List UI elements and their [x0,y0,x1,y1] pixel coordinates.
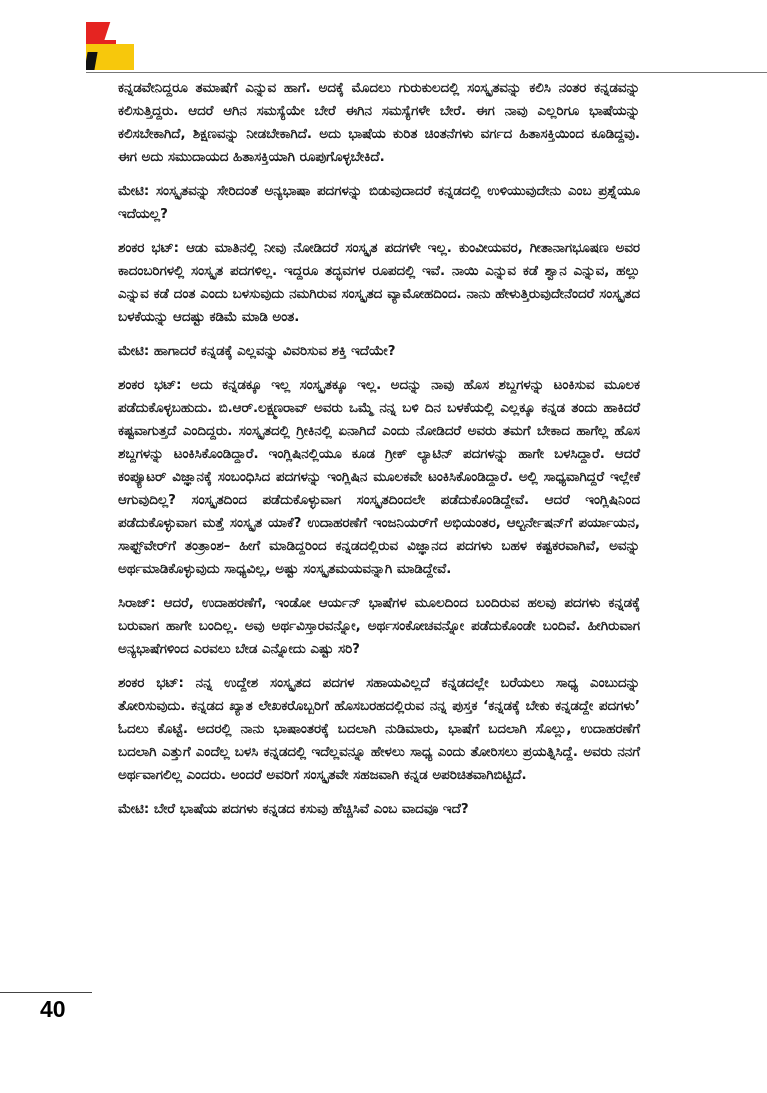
paragraph-7: ಶಂಕರ ಭಟ್: ನನ್ನ ಉದ್ದೇಶ ಸಂಸ್ಕೃತದ ಪದಗಳ ಸಹಾಯವಿಲ್ಲದೆ ಕನ್ನಡದಲ್ಲೇ ಬರೆಯಲು ಸಾಧ್ಯ ಎಂಬುದನ್ನು ತೋರಿಸುವುದು. ಕನ್ನಡದ ಖ್ಯಾತ ಲೇಖಕರೊಬ್ಬರಿಗೆ ಹೊಸಬರಹದಲ್ಲಿರುವ ನನ್ನ ಪುಸ್ತಕ ‘ಕನ್ನಡಕ್ಕೆ ಬೇಕು ಕನ್ನಡದ್ದೇ ಪದಗಳು’ ಓದಲು ಕೊಟ್ಟೆ. ಅದರಲ್ಲಿ ನಾನು ಭಾಷಾಂತರಕ್ಕೆ ಬದಲಾಗಿ ನುಡಿಮಾರು, ಭಾಷೆಗೆ ಬದಲಾಗಿ ಸೊಲ್ಲು, ಉದಾಹರಣೆಗೆ ಬದಲಾಗಿ ಎತ್ತುಗೆ ಎಂದೆಲ್ಲ ಬಳಸಿ ಕನ್ನಡದಲ್ಲಿ ಇದೆಲ್ಲವನ್ನೂ ಹೇಳಲು ಸಾಧ್ಯ ಎಂದು ತೋರಿಸಲು ಪ್ರಯತ್ನಿಸಿದ್ದೆ. ಅವರು ನನಗೆ ಅರ್ಥವಾಗಲಿಲ್ಲ ಎಂದರು. ಅಂದರೆ ಅವರಿಗೆ ಸಂಸ್ಕೃತವೇ ಸಹಜವಾಗಿ ಕನ್ನಡ ಅಪರಿಚಿತವಾಗಿಬಿಟ್ಟಿದೆ. [118,676,640,783]
speaker-label: ಮೇಟಿ: [118,184,150,199]
paragraph-3: ಶಂಕರ ಭಟ್: ಆಡು ಮಾತಿನಲ್ಲಿ ನೀವು ನೋಡಿದರೆ ಸಂಸ್ಕೃತ ಪದಗಳೇ ಇಲ್ಲ. ಕುಂವೀಯವರ, ಗೀತಾನಾಗಭೂಷಣ ಅವರ ಕಾದಂಬರಿಗಳಲ್ಲಿ ಸಂಸ್ಕೃತ ಪದಗಳಿಲ್ಲ. ಇದ್ದರೂ ತದ್ಭವಗಳ ರೂಪದಲ್ಲಿ ಇವೆ. ನಾಯಿ ಎನ್ನುವ ಕಡೆ ಶ್ವಾನ ಎನ್ನುವ, ಹಲ್ಲು ಎನ್ನುವ ಕಡೆ ದಂತ ಎಂದು ಬಳಸುವುದು ನಮಗಿರುವ ಸಂಸ್ಕೃತದ ವ್ಯಾಮೋಹದಿಂದ. ನಾನು ಹೇಳುತ್ತಿರುವುದೇನೆಂದರೆ ಸಂಸ್ಕೃತದ ಬಳಕೆಯನ್ನು ಆದಷ್ಟು ಕಡಿಮೆ ಮಾಡಿ ಅಂತ. [118,241,640,325]
paragraph-6: ಸಿರಾಜ್: ಆದರೆ, ಉದಾಹರಣೆಗೆ, ಇಂಡೋ ಆರ್ಯನ್ ಭಾಷೆಗಳ ಮೂಲದಿಂದ ಬಂದಿರುವ ಹಲವು ಪದಗಳು ಕನ್ನಡಕ್ಕೆ ಬರುವಾಗ ಹಾಗೇ ಬಂದಿಲ್ಲ. ಅವು ಅರ್ಥವಿಸ್ತಾರವನ್ನೋ, ಅರ್ಥಸಂಕೋಚವನ್ನೋ ಪಡೆದುಕೊಂಡೇ ಬಂದಿವೆ. ಹೀಗಿರುವಾಗ ಅನ್ಯಭಾಷೆಗಳಿಂದ ಎರವಲು ಬೇಡ ಎನ್ನೋದು ಎಷ್ಟು ಸರಿ? [118,596,640,657]
paragraph-1: ಕನ್ನಡವೇನಿದ್ದರೂ ತಮಾಷೆಗೆ ಎನ್ನುವ ಹಾಗೆ. ಅದಕ್ಕೆ ಮೊದಲು ಗುರುಕುಲದಲ್ಲಿ ಸಂಸ್ಕೃತವನ್ನು ಕಲಿಸಿ ನಂತರ ಕನ್ನಡವನ್ನು ಕಲಿಸುತ್ತಿದ್ದರು. ಆದರೆ ಆಗಿನ ಸಮಸ್ಯೆಯೇ ಬೇರೆ ಈಗಿನ ಸಮಸ್ಯೆಗಳೇ ಬೇರೆ. ಈಗ ನಾವು ಎಲ್ಲರಿಗೂ ಭಾಷೆಯನ್ನು ಕಲಿಸಬೇಕಾಗಿದೆ, ಶಿಕ್ಷಣವನ್ನು ನೀಡಬೇಕಾಗಿದೆ. ಅದು ಭಾಷೆಯ ಕುರಿತ ಚಿಂತನೆಗಳು ವರ್ಗದ ಹಿತಾಸಕ್ತಿಯಿಂದ ಕೂಡಿದ್ದವು. ಈಗ ಅದು ಸಮುದಾಯದ ಹಿತಾಸಕ್ತಿಯಾಗಿ ರೂಪುಗೊಳ್ಳಬೇಕಿದೆ. [118,81,640,165]
article-body [118,77,640,832]
paragraph-5: ಶಂಕರ ಭಟ್: ಅದು ಕನ್ನಡಕ್ಕೂ ಇಲ್ಲ ಸಂಸ್ಕೃತಕ್ಕೂ ಇಲ್ಲ. ಅದನ್ನು ನಾವು ಹೊಸ ಶಬ್ದಗಳನ್ನು ಟಂಕಿಸುವ ಮೂಲಕ ಪಡೆದುಕೊಳ್ಳಬಹುದು. ಬಿ.ಆರ್.ಲಕ್ಷ್ಮಣರಾವ್ ಅವರು ಒಮ್ಮೆ ನನ್ನ ಬಳಿ ದಿನ ಬಳಕೆಯಲ್ಲಿ ಎಲ್ಲಕ್ಕೂ ಕನ್ನಡ ತಂದು ಹಾಕಿದರೆ ಕಷ್ಟವಾಗುತ್ತದೆ ಎಂದಿದ್ದರು. ಸಂಸ್ಕೃತದಲ್ಲಿ ಗ್ರೀಕಿನಲ್ಲಿ ಏನಾಗಿದೆ ಎಂದು ನೋಡಿದರೆ ಅವರು ತಮಗೆ ಬೇಕಾದ ಹಾಗೆಲ್ಲ ಹೊಸ ಶಬ್ದಗಳನ್ನು ಟಂಕಿಸಿಕೊಂಡಿದ್ದಾರೆ. ಇಂಗ್ಲಿಷಿನಲ್ಲಿಯೂ ಕೂಡ ಗ್ರೀಕ್ ಲ್ಯಾಟಿನ್ ಪದಗಳನ್ನು ಹಾಗೇ ಬಳಸಿದ್ದಾರೆ. ಆದರೆ ಕಂಪ್ಯೂಟರ್ ವಿಜ್ಞಾನಕ್ಕೆ ಸಂಬಂಧಿಸಿದ ಪದಗಳನ್ನು ಇಂಗ್ಲಿಷಿನ ಮೂಲಕವೇ ಟಂಕಿಸಿಕೊಂಡಿದ್ದಾರೆ. ಅಲ್ಲಿ ಸಾಧ್ಯವಾಗಿದ್ದರೆ ಇಲ್ಲೇಕೆ ಆಗುವುದಿಲ್ಲ? ಸಂಸ್ಕೃತದಿಂದ ಪಡೆದುಕೊಳ್ಳುವಾಗ ಸಂಸ್ಕೃತದಿಂದಲೇ ಪಡೆದುಕೊಂಡಿದ್ದೇವೆ. ಆದರೆ ಇಂಗ್ಲಿಷಿನಿಂದ ಪಡೆದುಕೊಳ್ಳುವಾಗ ಮತ್ತೆ ಸಂಸ್ಕೃತ ಯಾಕೆ? ಉದಾಹರಣೆಗೆ ಇಂಜನಿಯರ್‌ಗೆ ಅಭಿಯಂತರ, ಆಲ್ಟರ್ನೇಷನ್‌ಗೆ ಪರ್ಯಾಯನ, ಸಾಫ್ಟ್‌ವೇರ್‌ಗೆ ತಂತ್ರಾಂಶ– ಹೀಗೆ ಮಾಡಿದ್ದರಿಂದ ಕನ್ನಡದಲ್ಲಿರುವ ವಿಜ್ಞಾನದ ಪದಗಳು ಬಹಳ ಕಷ್ಟಕರವಾಗಿವೆ, ಅವನ್ನು ಅರ್ಥಮಾಡಿಕೊಳ್ಳುವುದು ಸಾಧ್ಯವಿಲ್ಲ, ಅಷ್ಟು ಸಂಸ್ಕೃತಮಯವನ್ನಾಗಿ ಮಾಡಿದ್ದೇವೆ. [118,378,640,577]
speaker-label: ಸಿರಾಜ್: [118,596,156,611]
paragraph-8: ಮೇಟಿ: ಬೇರೆ ಭಾಷೆಯ ಪದಗಳು ಕನ್ನಡದ ಕಸುವು ಹೆಚ್ಚಿಸಿವೆ ಎಂಬ ವಾದವೂ ಇದೆ? [118,802,469,817]
header-rule [86,72,767,73]
speaker-label: ಮೇಟಿ: [118,344,150,359]
speaker-label: ಶಂಕರ ಭಟ್: [118,241,180,256]
paragraph-4: ಮೇಟಿ: ಹಾಗಾದರೆ ಕನ್ನಡಕ್ಕೆ ಎಲ್ಲವನ್ನು ವಿವರಿಸುವ ಶಕ್ತಿ ಇದೆಯೇ? [118,344,396,359]
paragraph-2: ಮೇಟಿ: ಸಂಸ್ಕೃತವನ್ನು ಸೇರಿದಂತೆ ಅನ್ಯಭಾಷಾ ಪದಗಳನ್ನು ಬಿಡುವುದಾದರೆ ಕನ್ನಡದಲ್ಲಿ ಉಳಿಯುವುದೇನು ಎಂಬ ಪ್ರಶ್ನೆಯೂ ಇದೆಯಲ್ಲ? [118,184,640,222]
speaker-label: ಮೇಟಿ: [118,802,150,817]
speaker-label: ಶಂಕರ ಭಟ್: [118,378,182,393]
speaker-label: ಶಂಕರ ಭಟ್: [118,676,184,691]
footer-rule [0,992,92,993]
page-number: 40 [40,996,66,1022]
publisher-logo [86,22,134,70]
